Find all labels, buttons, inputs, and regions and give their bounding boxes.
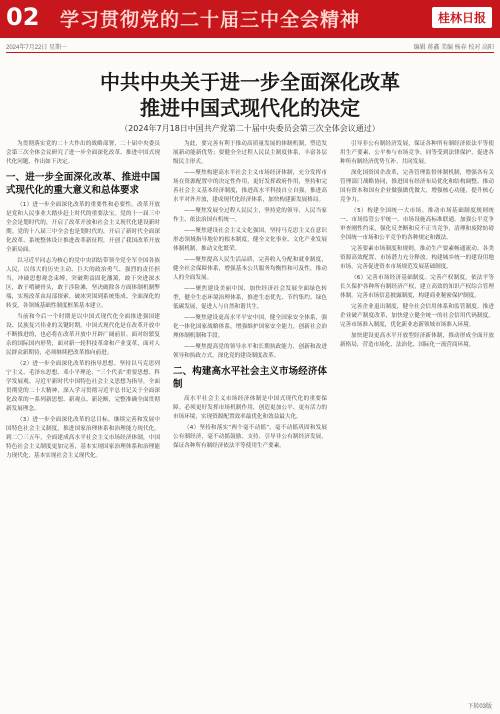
article-column-1 bbox=[6, 140, 160, 696]
body-paragraph: ——聚焦构建高水平社会主义市场经济体制，充分发挥市场在资源配置中的决定性作用，更好发挥政府作用，坚持和完善社会主义基本经济制度，推进高水平科技自立自强，推进高水平对外开放，建成现代化经济体系，加快构建新发展格局。 bbox=[173, 170, 327, 203]
body-paragraph: （1）进一步全面深化改革的重要性和必要性。改革开放是党和人民事业大踏步赶上时代的重要法宝。党的十一届三中全会是划时代的，开启了改革开放和社会主义现代化建设新时期。党的十八届三中全会也是划时代的，开启了新时代全面深化改革、系统整体设计推进改革新征程，开创了我国改革开放全新局面。 bbox=[6, 202, 160, 253]
body-paragraph: 以习近平同志为核心的党中央团结带领全党全军全国各族人民，以伟大的历史主动、巨大的政治勇气、强烈的责任担当，冲破思想观念束缚，突破利益固化藩篱，敢于突进深水区，敢于啃硬骨头，敢于涉险滩，坚决破除各方面体制机制弊端，实现改革由局部探索、破冰突围到系统集成、全面深化的转变，各领域基础性制度框架基本建立。 bbox=[6, 258, 160, 309]
issue-date: 2024年7月22日 星期一 bbox=[6, 45, 68, 51]
body-paragraph: 为此，要完善有利于推动高质量发展的体制机制，塑造发展新动能新优势；要健全全过程人民民主制度体系，丰富各层级民主形式。 bbox=[173, 141, 327, 165]
body-paragraph: （6）完善市场经济基础制度。完善产权制度，依法平等长久保护各种所有制经济产权，建立高效的知识产权综合管理体制。完善市场信息披露制度，构建商业秘密保护制度。 bbox=[340, 275, 494, 299]
body-paragraph: （4）坚持和落实“两个毫不动摇”。毫不动摇巩固和发展公有制经济，毫不动摇鼓励、支持、引导非公有制经济发展，保证各种所有制经济依法平等使用生产要素。 bbox=[173, 425, 327, 449]
body-paragraph: （3）进一步全面深化改革的总目标。继续完善和发展中国特色社会主义制度，推进国家治理体系和治理能力现代化。到二〇三五年，全面建成高水平社会主义市场经济体制，中国特色社会主义制度更加完善，基本实现国家治理体系和治理能力现代化，基本实现社会主义现代化。 bbox=[6, 417, 160, 459]
section-1-heading: 一、进一步全面深化改革、推进中国式现代化的重大意义和总体要求 bbox=[6, 172, 160, 196]
body-paragraph: 深化国资国企改革，完善管理监督体制机制，增强各有关管理部门战略协同，推进国有经济布局优化和结构调整，推动国有资本和国有企业做强做优做大，增强核心功能，提升核心竞争力。 bbox=[340, 170, 494, 203]
headline-subtitle: （2024年7月18日中国共产党第二十届中央委员会第三次全体会议通过） bbox=[120, 124, 380, 133]
body-paragraph: （5）构建全国统一大市场。推动市场基础制度规则统一、市场监管公平统一、市场设施高标准联通。加强公平竞争审查刚性约束，强化反垄断和反不正当竞争，清理和废除妨碍全国统一市场和公平竞争的各种规定和做法。 bbox=[340, 208, 494, 241]
editor-credits: 编辑 蒋鑫 美编 杨春 校对 高阳 bbox=[413, 45, 494, 51]
article-column-3 bbox=[340, 140, 494, 696]
body-paragraph: ——聚焦提高党的领导水平和长期执政能力，创新和改进领导和执政方式，深化党的建设制度改革。 bbox=[173, 344, 327, 359]
body-paragraph: 完善要素市场制度和规则，推动生产要素畅通流动、各类资源高效配置、市场潜力充分释放。构建城乡统一的建设用地市场。完善促进资本市场规范发展基础制度。 bbox=[340, 246, 494, 270]
body-paragraph: ——聚焦建设美丽中国，加快经济社会发展全面绿色转型，健全生态环境治理体系，推进生态优先、节约集约、绿色低碳发展，促进人与自然和谐共生。 bbox=[173, 286, 327, 310]
continued-note: 下转03版 bbox=[467, 704, 492, 710]
page-number: 02 bbox=[6, 3, 40, 31]
body-paragraph: （2）进一步全面深化改革的指导思想。坚持以马克思列宁主义、毛泽东思想、邓小平理论、“三个代表”重要思想、科学发展观、习近平新时代中国特色社会主义思想为指导，全面贯彻党的二十大精神，深入学习贯彻习近平总书记关于全面深化改革的一系列新思想、新观点、新论断，完整准确全面贯彻新发展理念。 bbox=[6, 361, 160, 412]
banner-title: 学习贯彻党的二十届三中全会精神 bbox=[60, 9, 361, 31]
headline-line-1: 中共中央关于进一步全面深化改革 bbox=[100, 70, 400, 94]
article-column-2 bbox=[173, 140, 327, 696]
intro-paragraph: 为贯彻落实党的二十大作出的战略部署，二十届中央委员会第三次全体会议研究了进一步全面深化改革、推进中国式现代化问题，作出如下决定。 bbox=[6, 141, 160, 165]
body-paragraph: ——聚焦建设更高水平平安中国，健全国家安全体系，强化一体化国家战略体系，增强维护国家安全能力，创新社会治理体制机制和手段。 bbox=[173, 315, 327, 339]
page-banner bbox=[0, 0, 500, 38]
headline-line-2: 推进中国式现代化的决定 bbox=[140, 96, 360, 120]
body-paragraph: 引导非公有制经济发展，保证各种所有制经济依法平等使用生产要素、公平参与市场竞争、同等受到法律保护，促进各种所有制经济优势互补、共同发展。 bbox=[340, 141, 494, 165]
article-body bbox=[6, 140, 494, 696]
newspaper-logo: 桂林日报 bbox=[432, 7, 492, 28]
body-paragraph: 当前和今后一个时期是以中国式现代化全面推进强国建设、民族复兴伟业的关键时期。中国式现代化是在改革开放中不断推进的，也必将在改革开放中开辟广阔前景。面对纷繁复杂的国际国内形势，面对新一轮科技革命和产业变革，面对人民群众新期待，必须继续把改革推向前进。 bbox=[6, 314, 160, 356]
body-paragraph: 加快建设更高水平开放型经济新体制，推动形成全面开放新格局，营造市场化、法治化、国际化一流营商环境。 bbox=[340, 333, 494, 348]
body-paragraph: ——聚焦建设社会主义文化强国，坚持马克思主义在意识形态领域指导地位的根本制度，健全文化事业、文化产业发展体制机制，推动文化繁荣。 bbox=[173, 228, 327, 252]
issue-meta bbox=[6, 40, 494, 53]
body-paragraph: 完善企业退出制度，健全社会信用体系和监管制度。推进企业破产制度改革，加快建立健全统一的社会信用代码制度。完善市场准入制度，优化新业态新领域市场准入环境。 bbox=[340, 304, 494, 328]
body-paragraph: ——聚焦发展全过程人民民主，坚持党的领导、人民当家作主、依法治国有机统一。 bbox=[173, 208, 327, 223]
body-paragraph: ——聚焦提高人民生活品质，完善收入分配和就业制度，健全社会保障体系，增强基本公共服务均衡性和可及性，推动人的全面发展。 bbox=[173, 257, 327, 281]
body-paragraph: 高水平社会主义市场经济体制是中国式现代化的重要保障。必须更好发挥市场机制作用，创造更加公平、更有活力的市场环境，实现资源配置效率最优化和效益最大化。 bbox=[173, 396, 327, 420]
section-2-heading: 二、构建高水平社会主义市场经济体制 bbox=[173, 366, 327, 390]
